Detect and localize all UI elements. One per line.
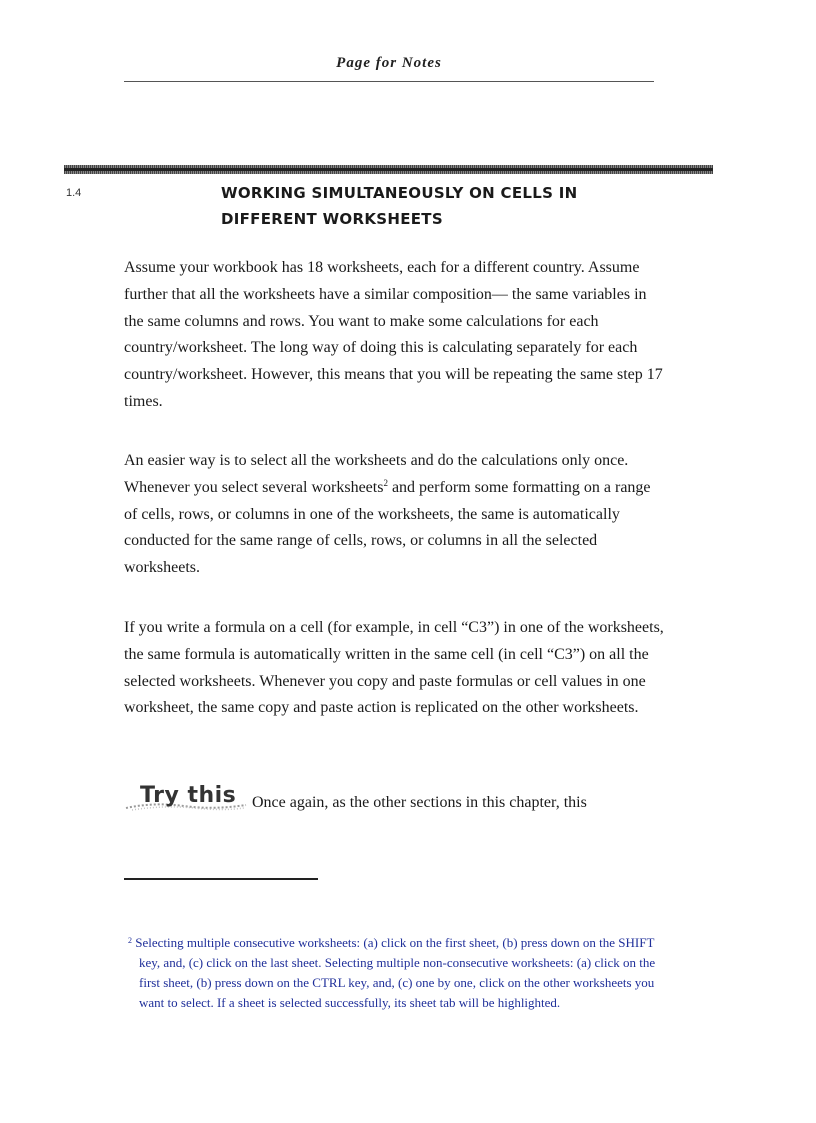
paragraph-select-all-worksheets xyxy=(124,448,664,582)
paragraph-text: Once again, as the other sections in this chapter, this xyxy=(252,794,587,811)
paragraph-workbook-assumption: Assume your workbook has 18 worksheets, each for a different country. Assume further that all the worksheets have a similar composition— the same variables in the same columns and rows. You want to make some calculations for each country/worksheet. The long way of doing this is calculating separately for each country/worksheet. However, this means that you will be repeating the same step 17 times. xyxy=(124,259,663,410)
page-header-title: Page for Notes xyxy=(336,55,442,71)
footnote-reference[interactable]: 2 xyxy=(383,477,388,488)
footnote xyxy=(124,933,659,1013)
try-this-label: Try this xyxy=(140,783,237,808)
paragraph-try-this xyxy=(124,783,664,817)
section-heading xyxy=(221,180,661,232)
section-divider-bar xyxy=(64,165,713,174)
footnote-marker: 2 xyxy=(128,936,132,945)
section-heading-line-1: WORKING SIMULTANEOUSLY ON CELLS IN xyxy=(221,184,578,202)
paragraph-text: and perform some formatting on a range of cells, rows, or columns in one of the worksheets, the same is automatically conducted for the same range of cells, rows, or columns in all the selected worksheets. xyxy=(124,478,651,577)
paragraph-formula-replication: If you write a formula on a cell (for example, in cell “C3”) in one of the worksheets, the same formula is automatically written in the same cell (in cell “C3”) on all the selected worksheets. Whenever you copy and paste formulas or cell values in one worksheet, the same copy and paste action is replicated on the other worksheets. xyxy=(124,619,664,717)
footnote-divider xyxy=(124,878,318,880)
header-divider xyxy=(124,81,654,82)
footnote-text: Selecting multiple consecutive worksheets: (a) click on the first sheet, (b) press down on the SHIFT key, and, (c) click on the last sheet. Selecting multiple non-consecutive worksheets: (a) click on the first sheet, (b) press down on the CTRL key, and, (c) one by one, click on the other worksheets you want to select. If a sheet is selected successfully, its sheet tab will be highlighted. xyxy=(135,935,656,1010)
paragraph-text: An easier way is to select all the worksheets and do the calculations only once. Whenever you select several worksheets xyxy=(124,452,629,496)
section-number: 1.4 xyxy=(66,187,82,199)
try-this-badge xyxy=(124,783,248,811)
section-heading-line-2: DIFFERENT WORKSHEETS xyxy=(221,210,443,228)
